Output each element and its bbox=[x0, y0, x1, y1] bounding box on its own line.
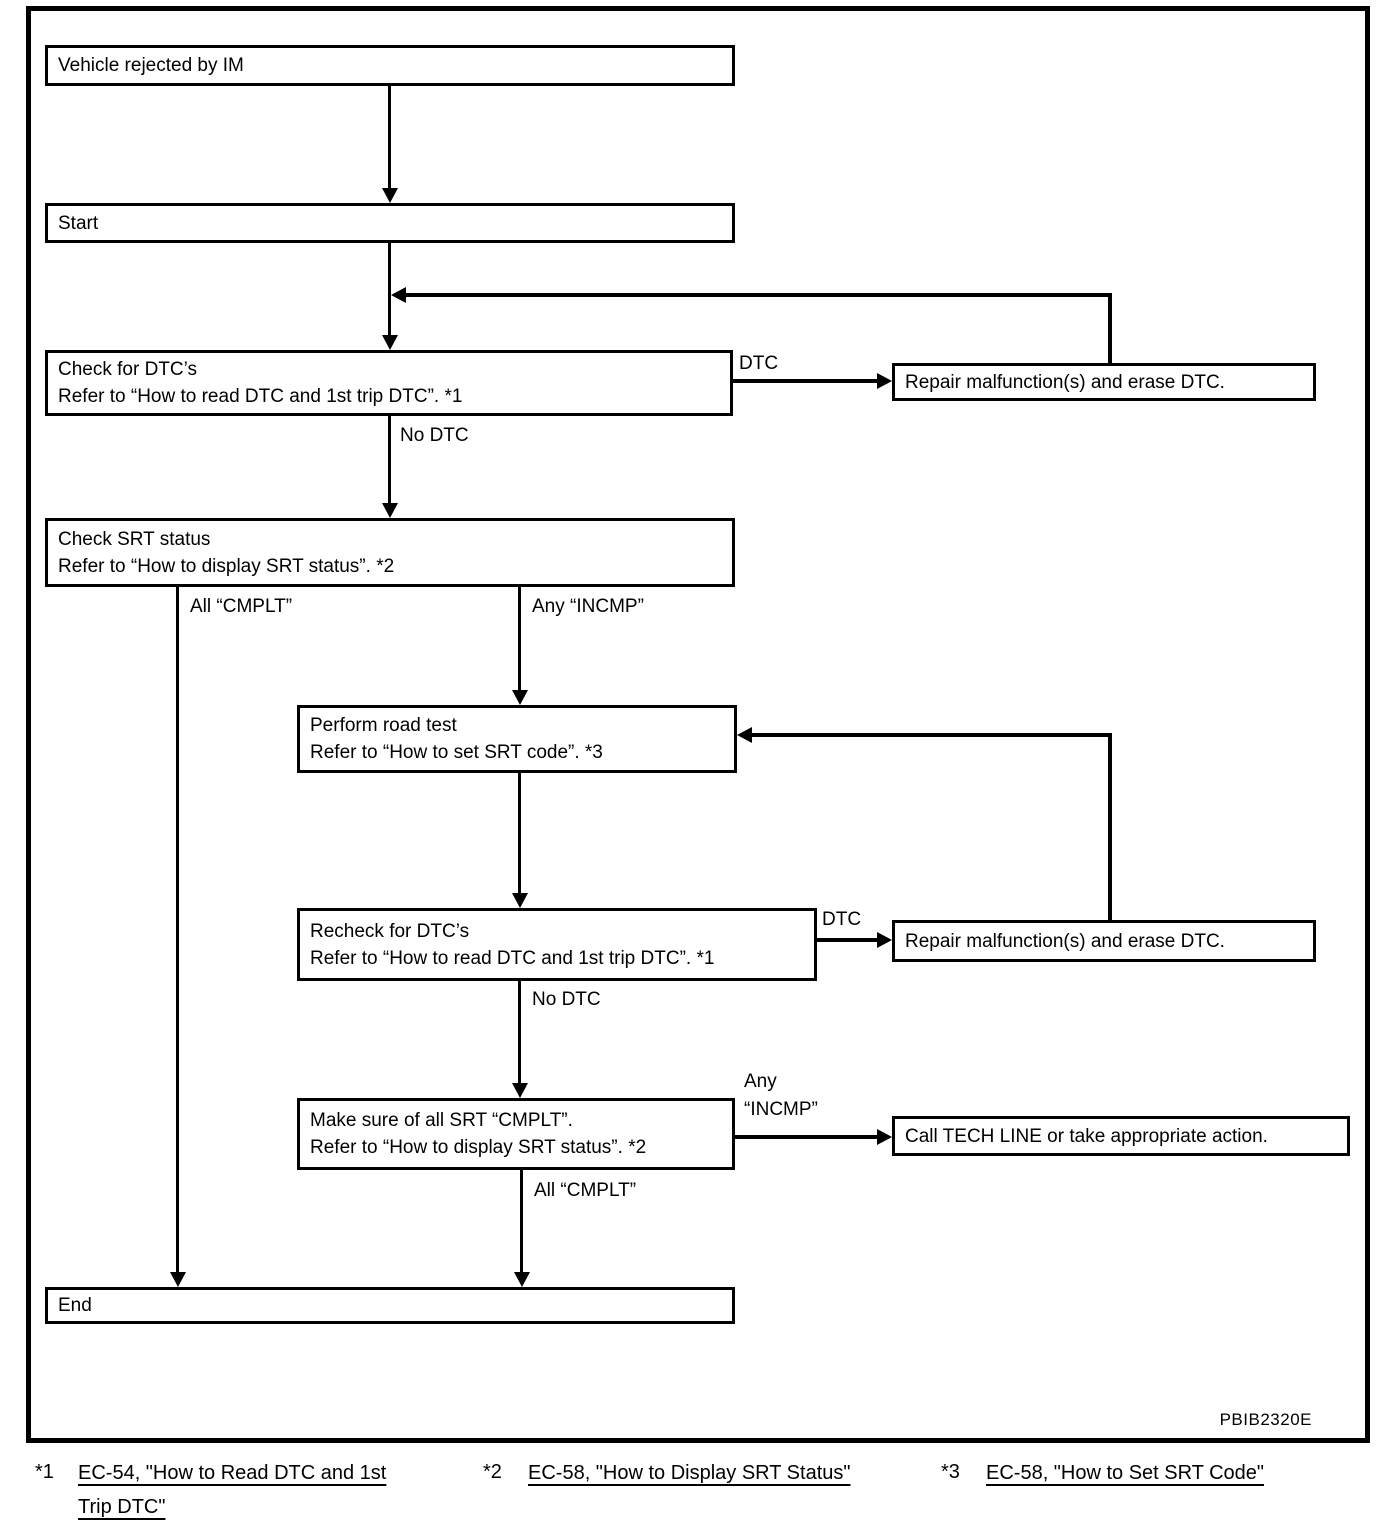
node-start bbox=[45, 203, 735, 243]
edge-label-all-cmplt-left: All “CMPLT” bbox=[190, 596, 293, 617]
node-repair-erase-dtc-1 bbox=[892, 363, 1316, 401]
edge-repair2-feedback-vertical bbox=[1108, 733, 1112, 921]
node-text-line2: Refer to “How to set SRT code”. *3 bbox=[310, 742, 603, 763]
edge-road-test-to-recheck bbox=[518, 772, 521, 895]
node-call-tech-line bbox=[892, 1116, 1350, 1156]
node-text-line1: Make sure of all SRT “CMPLT”. bbox=[310, 1110, 573, 1131]
edge-check-dtc-to-repair1 bbox=[732, 379, 879, 383]
node-text-line1: Perform road test bbox=[310, 715, 457, 736]
edge-label-any-line2: “INCMP” bbox=[744, 1099, 818, 1120]
arrowhead-into-recheck bbox=[512, 893, 528, 908]
edge-check-srt-to-road-test bbox=[518, 586, 521, 692]
node-end bbox=[45, 1287, 735, 1324]
node-text-line1: Recheck for DTC’s bbox=[310, 920, 470, 942]
node-text: Start bbox=[58, 212, 99, 234]
edge-vehicle-to-start bbox=[388, 86, 391, 189]
edge-repair2-feedback-horizontal bbox=[750, 733, 1112, 737]
arrowhead-into-repair2 bbox=[877, 932, 892, 948]
arrowhead-into-make-sure bbox=[512, 1083, 528, 1098]
edge-label-any-incmp-right: Any “INCMP” bbox=[532, 596, 644, 617]
edge-check-srt-to-end bbox=[176, 586, 179, 1274]
edge-label-no-dtc-mid: No DTC bbox=[532, 989, 601, 1010]
arrowhead-into-start bbox=[382, 188, 398, 203]
node-text: Call TECH LINE or take appropriate action. bbox=[905, 1125, 1268, 1147]
footnote-3-marker: *3 bbox=[941, 1461, 960, 1483]
node-recheck-for-dtcs bbox=[297, 908, 817, 981]
node-text-line1: Check SRT status bbox=[58, 528, 211, 550]
footnote-3-link[interactable]: EC-58, "How to Set SRT Code" bbox=[986, 1462, 1265, 1484]
edge-label-all-cmplt-bottom: All “CMPLT” bbox=[534, 1180, 637, 1201]
edge-check-dtc-to-check-srt bbox=[388, 415, 391, 505]
arrowhead-feedback-into-road-test bbox=[737, 727, 752, 743]
node-check-srt-status bbox=[45, 518, 735, 587]
edge-make-sure-to-call-tech bbox=[734, 1135, 879, 1139]
footnote-2-marker: *2 bbox=[483, 1461, 502, 1483]
node-text: Vehicle rejected by IM bbox=[58, 55, 244, 76]
edge-repair1-feedback-horizontal bbox=[404, 293, 1110, 297]
arrowhead-into-check-srt bbox=[382, 503, 398, 518]
node-repair-erase-dtc-2 bbox=[892, 920, 1316, 962]
node-text-line2: Refer to “How to display SRT status”. *2 bbox=[58, 555, 395, 577]
footnote-1-marker: *1 bbox=[35, 1461, 54, 1483]
arrowhead-feedback-into-main-line bbox=[391, 287, 406, 303]
edge-recheck-to-make-sure bbox=[518, 980, 521, 1085]
arrowhead-into-road-test bbox=[512, 690, 528, 705]
node-text: Repair malfunction(s) and erase DTC. bbox=[905, 930, 1225, 952]
arrowhead-into-repair1 bbox=[877, 373, 892, 389]
node-make-sure-srt-cmplt bbox=[297, 1098, 735, 1170]
edge-make-sure-to-end bbox=[520, 1169, 523, 1274]
edge-label-dtc-mid: DTC bbox=[822, 909, 862, 930]
node-text: End bbox=[58, 1295, 92, 1316]
edge-label-dtc-top: DTC bbox=[739, 353, 779, 374]
node-text-line2: Refer to “How to read DTC and 1st trip DTC”. *1 bbox=[58, 386, 463, 407]
arrowhead-into-check-dtc bbox=[382, 335, 398, 350]
node-text-line2: Refer to “How to display SRT status”. *2 bbox=[310, 1137, 647, 1158]
node-check-for-dtcs bbox=[45, 350, 733, 416]
figure-code: PBIB2320E bbox=[1219, 1410, 1312, 1429]
footnote-1-link-line2[interactable]: Trip DTC" bbox=[78, 1496, 166, 1518]
arrowhead-into-end-left bbox=[170, 1272, 186, 1287]
edge-repair1-feedback-vertical bbox=[1108, 293, 1112, 364]
node-text-line2: Refer to “How to read DTC and 1st trip DTC”. *1 bbox=[310, 947, 715, 969]
arrowhead-into-end-right bbox=[514, 1272, 530, 1287]
footnote-1-link-line1[interactable]: EC-54, "How to Read DTC and 1st bbox=[78, 1462, 387, 1484]
node-text-line1: Check for DTC’s bbox=[58, 359, 198, 380]
edge-label-any-line1: Any bbox=[744, 1071, 777, 1092]
node-perform-road-test bbox=[297, 705, 737, 773]
node-vehicle-rejected-by-im bbox=[45, 45, 735, 86]
footnote-2-link[interactable]: EC-58, "How to Display SRT Status" bbox=[528, 1462, 851, 1484]
node-text: Repair malfunction(s) and erase DTC. bbox=[905, 371, 1225, 393]
edge-label-no-dtc-top: No DTC bbox=[400, 425, 469, 446]
edge-recheck-to-repair2 bbox=[816, 938, 879, 942]
arrowhead-into-call-tech bbox=[877, 1129, 892, 1145]
